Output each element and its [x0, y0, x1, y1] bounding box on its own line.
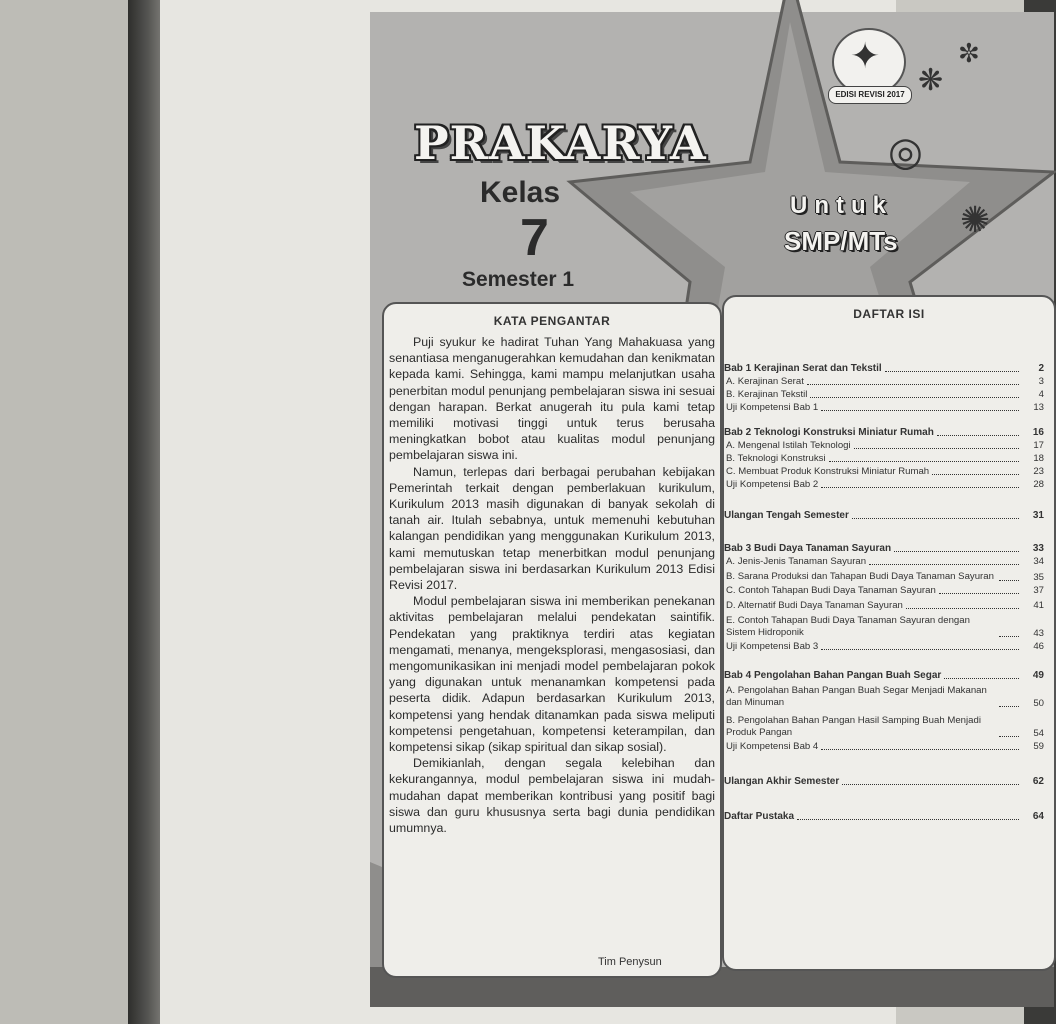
background-left — [0, 0, 130, 1024]
leader-dots — [999, 706, 1019, 707]
toc-entry — [724, 776, 1044, 787]
book-binding — [128, 0, 162, 1024]
toc-entry — [724, 466, 1044, 477]
toc-entry — [724, 685, 1044, 709]
toc-label: Uji Kompetensi Bab 4 — [726, 741, 819, 752]
toc-entry — [724, 402, 1044, 413]
flower-icon: ❋ — [918, 64, 944, 97]
toc-label: A. Pengolahan Bahan Pangan Buah Segar Menjadi Makanan dan Minuman — [726, 685, 987, 708]
toc-entry — [724, 585, 1044, 596]
toc-label: Uji Kompetensi Bab 3 — [726, 641, 819, 652]
toc-list — [724, 355, 1044, 822]
toc-label: A. Mengenal Istilah Teknologi — [726, 440, 851, 451]
leader-dots — [842, 784, 1019, 785]
toc-entry — [724, 641, 1044, 652]
toc-page: 28 — [1033, 479, 1044, 490]
toc-page: 59 — [1033, 741, 1044, 752]
toc-page: 3 — [1038, 376, 1044, 387]
leader-dots — [999, 736, 1019, 737]
leader-dots — [821, 410, 1019, 411]
toc-page: 23 — [1033, 466, 1044, 477]
toc-label: Bab 4 Pengolahan Bahan Pangan Buah Segar — [724, 670, 942, 681]
toc-page: 4 — [1038, 389, 1044, 400]
kata-pengantar-body — [389, 334, 715, 836]
leader-dots — [821, 487, 1019, 488]
toc-label: Bab 1 Kerajinan Serat dan Tekstil — [724, 363, 882, 374]
leader-dots — [932, 474, 1019, 475]
book-page — [160, 0, 1044, 1024]
toc-page: 49 — [1032, 670, 1044, 681]
paragraph: Modul pembelajaran siswa ini memberikan penekanan aktivitas pembelajaran melalui pendekatan saintifik. Pendekatan yang praktiknya terdiri atas kegiatan mengamati, menanya, mengeksplorasi, mengasosiasi, dan mengomunikasikan ini menjadi model pembelajaran pokok yang digunakan untuk menanamkan kompetensi pada peserta didik. Adapun berdasarkan Kurikulum 2013, kompetensi yang hendak ditanamkan pada siswa meliputi kompetensi pengetahuan, kompetensi keterampilan, dan kompetensi sikap (sikap spiritual dan sikap sosial). — [389, 594, 715, 755]
toc-entry — [724, 615, 1044, 639]
toc-entry — [724, 376, 1044, 387]
daftar-isi-heading: DAFTAR ISI — [853, 307, 925, 321]
leader-dots — [797, 819, 1019, 820]
toc-label: A. Kerajinan Serat — [726, 376, 804, 387]
leader-dots — [821, 649, 1019, 650]
toc-label: Bab 2 Teknologi Konstruksi Miniatur Rumah — [724, 427, 934, 438]
signature: Tim Penysun — [598, 956, 662, 968]
flower-icon: ✼ — [958, 38, 980, 68]
toc-page: 41 — [1033, 600, 1044, 611]
leader-dots — [944, 678, 1019, 679]
class-label: Kelas — [480, 176, 561, 209]
toc-label: D. Alternatif Budi Daya Tanaman Sayuran — [726, 600, 903, 611]
daftar-isi-panel — [722, 295, 1056, 971]
toc-label: C. Contoh Tahapan Budi Daya Tanaman Sayuran — [726, 585, 936, 596]
toc-page: 13 — [1033, 402, 1044, 413]
kata-pengantar-panel — [382, 302, 722, 978]
target-circle-icon: ◎ — [888, 130, 923, 174]
toc-entry — [724, 440, 1044, 451]
toc-entry — [724, 600, 1044, 611]
paragraph: Demikianlah, dengan segala kelebihan dan kekurangannya, modul pembelajaran siswa ini mudah-mudahan dapat memberikan kontribusi yang positif bagi siswa dan guru khususnya serta bagi dunia pendidikan umumnya. — [389, 756, 715, 836]
leader-dots — [869, 564, 1019, 565]
toc-page: 16 — [1032, 427, 1044, 438]
paragraph: Puji syukur ke hadirat Tuhan Yang Mahakuasa yang senantiasa menganugerahkan kemudahan dan kenikmatan kepada kami. Sehingga, kami mampu melanjutkan usaha penerbitan modul penunjang pembelajaran siswa ini sesuai dengan harapan. Berkat anugerah itu pula kami tetap memiliki motivasi tinggi untuk terus berusaha meningkatkan bobot atau kualitas modul penunjang pembelajaran siswa ini. — [389, 335, 715, 463]
toc-label: B. Kerajinan Tekstil — [726, 389, 808, 400]
leader-dots — [894, 551, 1019, 552]
toc-entry — [724, 715, 1044, 739]
toc-label: Daftar Pustaka — [724, 811, 795, 822]
toc-entry — [724, 510, 1044, 521]
toc-entry — [724, 453, 1044, 464]
leader-dots — [937, 435, 1019, 436]
toc-page: 50 — [1033, 698, 1044, 709]
toc-entry — [724, 571, 1044, 583]
edition-badge: EDISI REVISI 2017 — [828, 86, 912, 104]
leader-dots — [807, 384, 1019, 385]
toc-page: 46 — [1033, 641, 1044, 652]
semester-label: Semester 1 — [462, 268, 575, 291]
toc-page: 33 — [1032, 543, 1044, 554]
toc-page: 2 — [1038, 363, 1044, 374]
kurikulum-2013-logo-icon: ✦ — [850, 35, 881, 76]
toc-entry — [724, 741, 1044, 752]
toc-label: Uji Kompetensi Bab 2 — [726, 479, 819, 490]
toc-label: Bab 3 Budi Daya Tanaman Sayuran — [724, 543, 892, 554]
untuk-label: Untuk — [790, 192, 893, 219]
toc-page: 18 — [1033, 453, 1044, 464]
toc-label: B. Sarana Produksi dan Tahapan Budi Daya Tanaman Sayuran — [726, 571, 994, 582]
leader-dots — [999, 636, 1019, 637]
toc-entry — [724, 363, 1044, 374]
toc-page: 54 — [1033, 728, 1044, 739]
paragraph: Namun, terlepas dari berbagai perubahan kebijakan Pemerintah terkait dengan pemberlakuan kurikulum, Kurikulum 2013 masih digunakan di banyak sekolah di tanah air. Itulah sebabnya, untuk memenuhi kebutuhan kalangan pendidikan yang menggunakan Kurikulum 2013, kami memutuskan tetap menerbitkan modul penunjang pembelajaran siswa ini berdasarkan Kurikulum 2013 Edisi Revisi 2017. — [389, 464, 715, 593]
toc-page: 31 — [1032, 510, 1044, 521]
book-cover — [370, 12, 1054, 1007]
toc-label: B. Teknologi Konstruksi — [726, 453, 826, 464]
toc-entry — [724, 543, 1044, 554]
leader-dots — [852, 518, 1019, 519]
toc-label: A. Jenis-Jenis Tanaman Sayuran — [726, 556, 867, 567]
book-title: PRAKARYA — [414, 116, 707, 170]
leader-dots — [885, 371, 1019, 372]
toc-page: 37 — [1033, 585, 1044, 596]
toc-entry — [724, 556, 1044, 567]
leader-dots — [906, 608, 1019, 609]
sunburst-icon: ✺ — [960, 199, 991, 240]
toc-page: 35 — [1033, 572, 1044, 583]
target-school-label: SMP/MTs — [784, 226, 898, 256]
toc-entry — [724, 427, 1044, 438]
leader-dots — [854, 448, 1019, 449]
toc-entry — [724, 479, 1044, 490]
toc-page: 43 — [1033, 628, 1044, 639]
leader-dots — [939, 593, 1019, 594]
toc-label: Ulangan Akhir Semester — [724, 776, 840, 787]
toc-entry — [724, 670, 1044, 681]
class-number: 7 — [520, 209, 549, 267]
toc-label: E. Contoh Tahapan Budi Daya Tanaman Sayuran dengan Sistem Hidroponik — [726, 615, 970, 638]
toc-label: B. Pengolahan Bahan Pangan Hasil Samping Buah Menjadi Produk Pangan — [726, 715, 981, 738]
toc-page: 34 — [1033, 556, 1044, 567]
toc-label: Uji Kompetensi Bab 1 — [726, 402, 819, 413]
toc-label: C. Membuat Produk Konstruksi Miniatur Rumah — [726, 466, 930, 477]
toc-page: 64 — [1032, 811, 1044, 822]
leader-dots — [821, 749, 1019, 750]
leader-dots — [999, 580, 1019, 581]
toc-entry — [724, 389, 1044, 400]
leader-dots — [829, 461, 1019, 462]
kata-pengantar-heading: KATA PENGANTAR — [493, 314, 611, 328]
toc-entry — [724, 811, 1044, 822]
leader-dots — [810, 397, 1019, 398]
toc-label: Ulangan Tengah Semester — [724, 510, 849, 521]
toc-page: 17 — [1033, 440, 1044, 451]
toc-page: 62 — [1032, 776, 1044, 787]
